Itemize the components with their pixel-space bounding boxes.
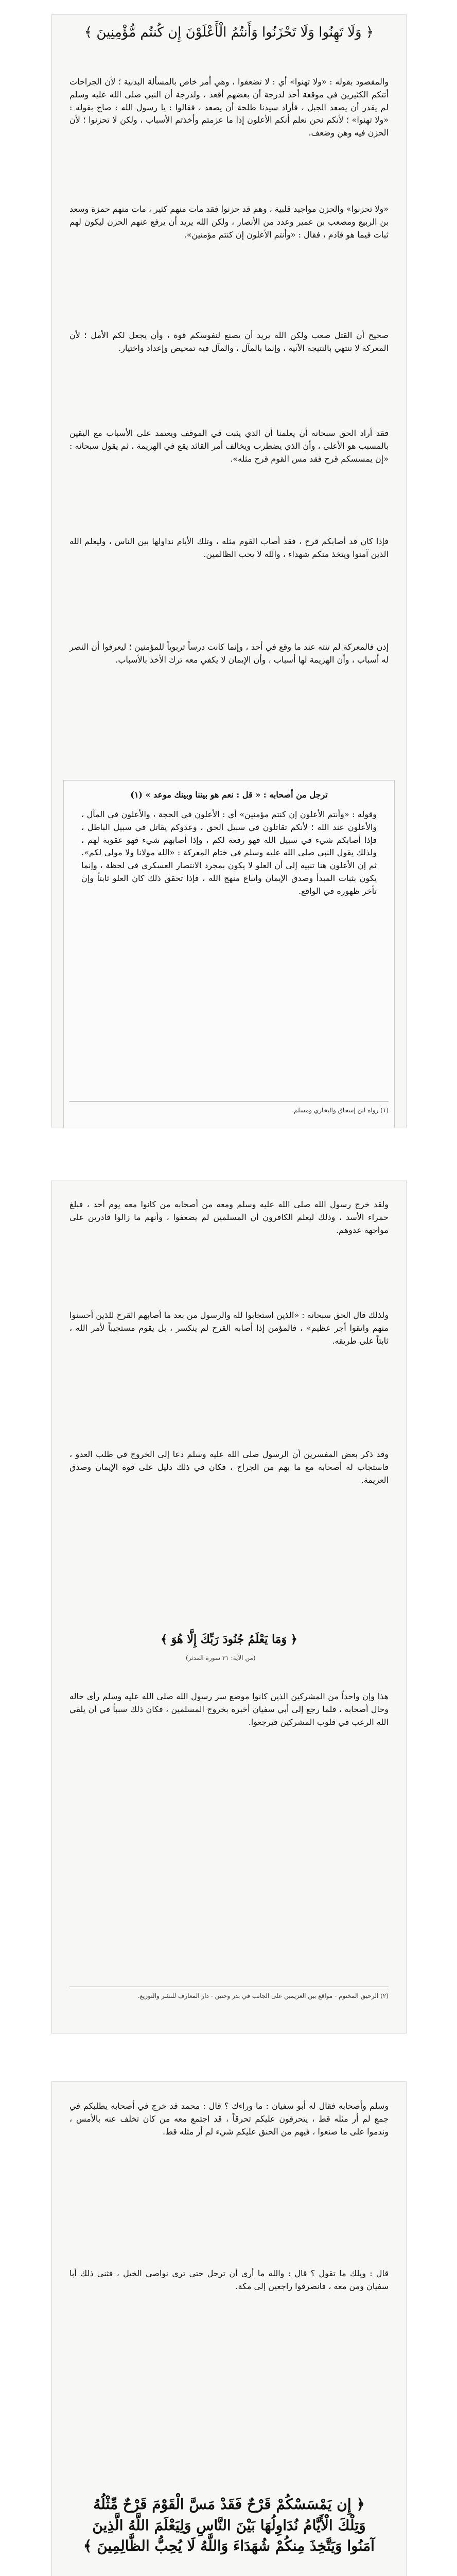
paragraph-12: قال : ويلك ما تقول ؟ قال : والله ما أرى أن ترحل حتى ترى نواصي الخيل ، فثنى ذلك أبا سفيان ومن معه ، فانصرفوا راجعين إلى مكة. xyxy=(69,2268,389,2291)
paragraph-7: ولقد خرج رسول الله صلى الله عليه وسلم ومعه من أصحابه من كانوا معه يوم أحد ، فبلغ حمراء الأسد ، وذلك ليعلم الكافرون أن المسلمين لم يضعفوا ، وأنهم ما زالوا قادرين على مواجهة عدوهم. xyxy=(69,1199,389,1235)
paragraph-11: وسلم وأصحابه فقال له أبو سفيان : ما وراءك ؟ قال : محمد قد خرج في أصحابه يطلبكم في جمع لم أر مثله قط ، يتحرقون عليكم تحرقاً ، قد اجتمع معه من كان تخلف عنه بالأمس ، وندموا على ما صنعوا ، فيهم من الحنق عليكم شيء لم أر مثله قط. xyxy=(69,2101,389,2137)
scan-block-middle xyxy=(51,1180,407,2033)
footnote-2: (٢) الرحيق المختوم - مواقع بين العزيمين على الجانب في بدر وحنين - دار المعارف للنشر والتوزيع. xyxy=(137,1992,389,1999)
quote-title: ترجل من أصحابه : « قل : نعم هو بيننا وبينك موعد » (١) xyxy=(130,790,328,800)
quote-text: وقوله : «وأنتم الأعلون إن كنتم مؤمنين» أي : الأعلون في الحجة ، والأعلون في المآل ، والأعلون عند الله ؛ لأنكم تقاتلون في سبيل الحق ، وعدوكم يقاتل في سبيل الباطل ، فإذا أصابكم شيء في سبيل الله فهو رفعة لكم ، وإذا أصابهم شيء فهو عقوبة لهم ، ولذلك يقول النبي صلى الله عليه وسلم في ختام المعركة : «الله مولانا ولا مولى لكم». ثم إن الأعلون هنا تنبيه إلى أن العلو لا يكون بمجرد الانتصار العسكري في لحظة ، وإنما يكون بثبات المبدأ وصدق الإيمان واتباع منهج الله ، فإذا تحقق ذلك كان العلو ثابتاً وإن تأخر ظهوره في الواقع. xyxy=(81,809,377,896)
scan-block-bottom xyxy=(51,2081,407,2576)
intro-paragraph: والمقصود بقوله : «ولا تهنوا» أي : لا تضعفوا ، وهي أمر خاص بالمسألة البدنية ؛ لأن الجراحات أتتكم الكثيرين في موقعة أحد لدرجة أن بعضهم أقعد ، ولدرجة أن النبي صلى الله عليه وسلم لم يقدر أن يصعد الجبل ، فأراد سيدنا طلحة أن يصعد ، فقالوا : يا رسول الله : صاح بقوله : «ولا تهنوا» ؛ لأنكم نحن نعلم أنكم الأعلون إذا ما عزمتم وأخذتم الأسباب ، ولكن لا تحزنوا ؛ لأن الحزن فيه وهن وضعف. xyxy=(69,77,389,138)
closing-verse: ﴿ إِن يَمْسَسْكُمْ قَرْحٌ فَقَدْ مَسَّ الْقَوْمَ قَرْحٌ مِّثْلُهُ وَتِلْكَ الْأَيَّامُ نُدَاوِلُهَا بَيْنَ النَّاسِ وَلِيَعْلَمَ اللَّهُ الَّذِينَ آمَنُوا وَيَتَّخِذَ مِنكُمْ شُهَدَاءَ وَاللَّهُ لَا يُحِبُّ الظَّالِمِينَ ﴾ xyxy=(83,2496,375,2555)
paragraph-5: فإذا كان قد أصابكم قرح ، فقد أصاب القوم مثله ، وتلك الأيام نداولها بين الناس ، وليعلم الله الذين آمنوا ويتخذ منكم شهداء ، والله لا يحب الظالمين. xyxy=(69,536,389,559)
inline-verse-1: ﴿ وَمَا يَعْلَمُ جُنُودَ رَبِّكَ إِلَّا هُوَ ﴾ xyxy=(161,1633,297,1646)
paragraph-2: «ولا تحزنوا» والحزن مواجيد قلبية ، وهم قد حزنوا فقد مات منهم كثير ، مات منهم حمزة وسعد بن الربيع ومصعب بن عمير وعدد من الأنصار ، ولكن الله يريد أن يرفع عنهم الحزن ليكون لهم ثبات فيما هو قادم ، فقال : «وأنتم الأعلون إن كنتم مؤمنين». xyxy=(69,204,389,240)
paragraph-9: وقد ذكر بعض المفسرين أن الرسول صلى الله عليه وسلم دعا إلى الخروج في طلب العدو ، فاستجاب له أصحابه مع ما بهم من الجراح ، فكان في ذلك دليل على قوة الإيمان وصدق العزيمة. xyxy=(69,1449,389,1485)
footnote-1: (١) رواه ابن إسحاق والبخاري ومسلم. xyxy=(292,1107,389,1114)
paragraph-4: فقد أراد الحق سبحانه أن يعلمنا أن الذي يثبت في الموقف ويعتمد على الأسباب مع اليقين بالمسبب هو الأعلى ، وأن الذي يضطرب ويخالف أمر القائد يقع في الهزيمة ، ثم يقول سبحانه : «إن يمسسكم قرح فقد مس القوم قرح مثله». xyxy=(69,428,389,464)
paragraph-3: صحيح أن القتل صعب ولكن الله يريد أن يصنع لنفوسكم قوة ، وأن يجعل لكم الأمل ؛ لأن المعركة لا تنتهي بالنتيجة الآنية ، وإنما بالمآل ، والمآل فيه تمحيص وإعداد واختيار. xyxy=(69,330,389,353)
paragraph-6: إذن فالمعركة لم تنته عند ما وقع في أحد ، وإنما كانت درساً تربوياً للمؤمنين ؛ ليعرفوا أن النصر له أسباب ، وأن الهزيمة لها أسباب ، وأن الإيمان لا يكفي معه ترك الأخذ بالأسباب. xyxy=(69,642,389,665)
inline-verse-reference: (من الآية: ٣١ سورة المدثر) xyxy=(186,1654,256,1662)
paragraph-8: ولذلك قال الحق سبحانه : «الذين استجابوا لله والرسول من بعد ما أصابهم القرح للذين أحسنوا منهم واتقوا أجر عظيم» ، فالمؤمن إذا أصابه القرح لم ينكسر ، بل يقوم مستجيباً لأمر الله ، ثابتاً على طريقه. xyxy=(69,1310,389,1346)
quote-box xyxy=(63,780,395,1128)
scan-block-top xyxy=(51,14,407,1128)
top-verse: ﴿ وَلَا تَهِنُوا وَلَا تَحْزَنُوا وَأَنتُمُ الْأَعْلَوْنَ إِن كُنتُم مُّؤْمِنِينَ ﴾ xyxy=(84,25,374,40)
paragraph-10: هذا وإن واحداً من المشركين الذين كانوا موضع سر رسول الله صلى الله عليه وسلم رأى حاله وحال أصحابه ، فلما رجع إلى أبي سفيان أخبره بخروج المسلمين ، فكان ذلك سبباً في أن يلقي الله الرعب في قلوب المشركين فيرجعوا. xyxy=(69,1691,389,1727)
